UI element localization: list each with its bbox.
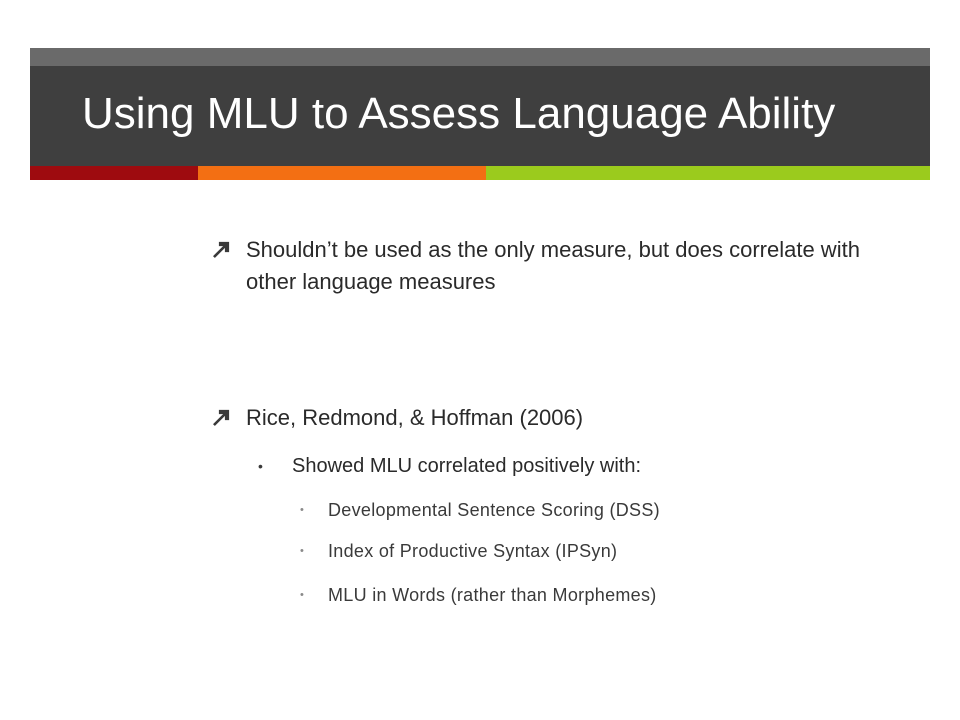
bullet-text: Developmental Sentence Scoring (DSS) — [328, 500, 660, 520]
bullet-level1 — [212, 234, 872, 298]
bullet-level3 — [300, 581, 900, 609]
bullet-text: Showed MLU correlated positively with: — [292, 455, 642, 477]
bullet-text: Rice, Redmond, & Hoffman (2006) — [246, 405, 584, 430]
bullet-level3 — [300, 496, 900, 524]
slide-title: Using MLU to Assess Language Ability — [82, 89, 836, 138]
bullet-text: Index of Productive Syntax (IPSyn) — [328, 541, 618, 561]
bullet-text: Shouldn’t be used as the only measure, but does correlate with other language measures — [246, 237, 860, 294]
bullet-dot-icon: • — [300, 504, 305, 516]
bullet-dot-icon: • — [258, 458, 263, 474]
bullet-level3 — [300, 537, 900, 565]
bullet-text: MLU in Words (rather than Morphemes) — [328, 585, 657, 605]
bullet-dot-icon: • — [300, 545, 305, 557]
arrow-icon — [212, 402, 246, 434]
bullet-dot-icon: • — [300, 589, 305, 601]
bullet-level1 — [212, 402, 872, 434]
arrow-icon — [212, 234, 246, 266]
bullet-level2 — [258, 451, 878, 481]
